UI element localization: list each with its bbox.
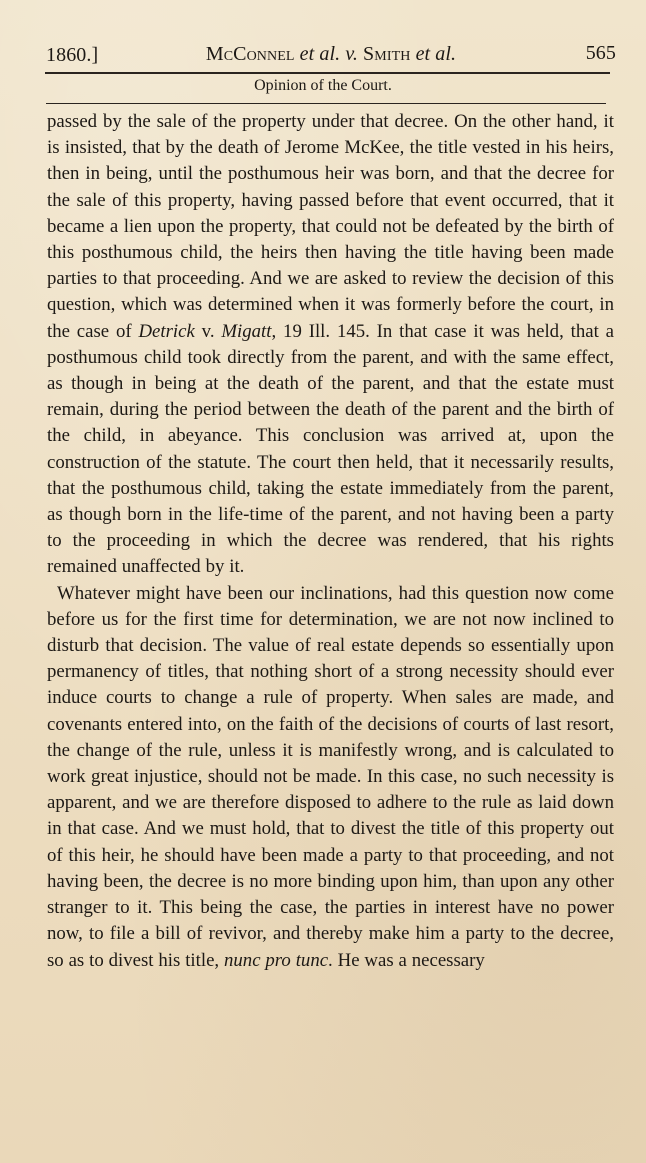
case-title	[176, 39, 486, 69]
case-title-versus: v.	[345, 43, 358, 65]
running-head	[46, 38, 616, 68]
paragraph-2	[47, 581, 614, 974]
page-number: 565	[585, 42, 616, 64]
paragraph-2-text-before: Whatever might have been our inclinations, had this question now come before us for the first time for determination, we are not now inclined to disturb that decision. The value of real estate depends so essentially upon permanency of titles, that nothing short of a strong necessity should ever induce courts to change a rule of property. When sales are made, and covenants entered into, on the faith of the decisions of courts of last resort, the change of the rule, unless it is manifestly wrong, and is calculated to work great injustice, should not be made. In this case, no such necessity is apparent, and we are therefore disposed to adhere to the rule as laid down in that case. And we must hold, that to divest the title of this property out of this heir, he should have been made a party to that proceeding, and not having been, the decree is no more binding upon him, than upon any other stranger to it. This being the case, the parties in interest have no power now, to file a bill of revivor, and thereby make him a party to the decree, so as to divest his title,	[47, 582, 614, 971]
case-name-detrick: Detrick	[138, 320, 195, 342]
paragraph-1-text-after: , 19 Ill. 145. In that case it was held, that a posthumous child took directly from the parent, and with the same effect, as though in being at the death of the parent, and that the estate must remain, during the period between the death of the parent and the birth of the child, in abeyance. This conclusion was arrived at, upon the construction of the statute. The court then held, that it necessarily results, that the posthumous child, taking the estate immediately from the parent, as though born in the life-time of the parent, and not having been a party to the proceeding in which the decree was rendered, that his rights remained unaffected by it.	[47, 320, 614, 578]
paragraph-1-between: v.	[194, 320, 222, 342]
paragraph-1-text-before: passed by the sale of the property under that decree. On the other hand, it is insisted, that by the death of Jerome McKee, the title vested in his heirs, then in being, until the posthumous heir was born, and that the decree for the sale of this property, having passed before that event occurred, that it became a lien upon the property, that could not be defeated by the birth of this posthumous child, the heirs then having the title having been made parties to that proceeding. And we are asked to review the decision of this question, which was determined when it was formerly before the court, in the case of	[47, 111, 614, 342]
latin-phrase: nunc pro tunc	[224, 949, 329, 971]
subheading-rule	[46, 103, 606, 104]
case-title-et-al-2: et al.	[415, 43, 457, 65]
case-title-et-al-1: et al.	[299, 43, 341, 65]
paragraph-1	[47, 109, 614, 581]
header-rule	[45, 72, 610, 74]
section-subheading: Opinion of the Court.	[254, 77, 392, 94]
year-label: 1860.]	[46, 44, 99, 66]
case-title-defendant: Smith	[363, 43, 411, 65]
opinion-body	[47, 109, 614, 974]
paragraph-2-text-after: . He was a necessary	[328, 949, 485, 971]
case-title-plaintiff: McConnel	[205, 43, 295, 65]
case-name-migatt: Migatt	[221, 320, 272, 342]
